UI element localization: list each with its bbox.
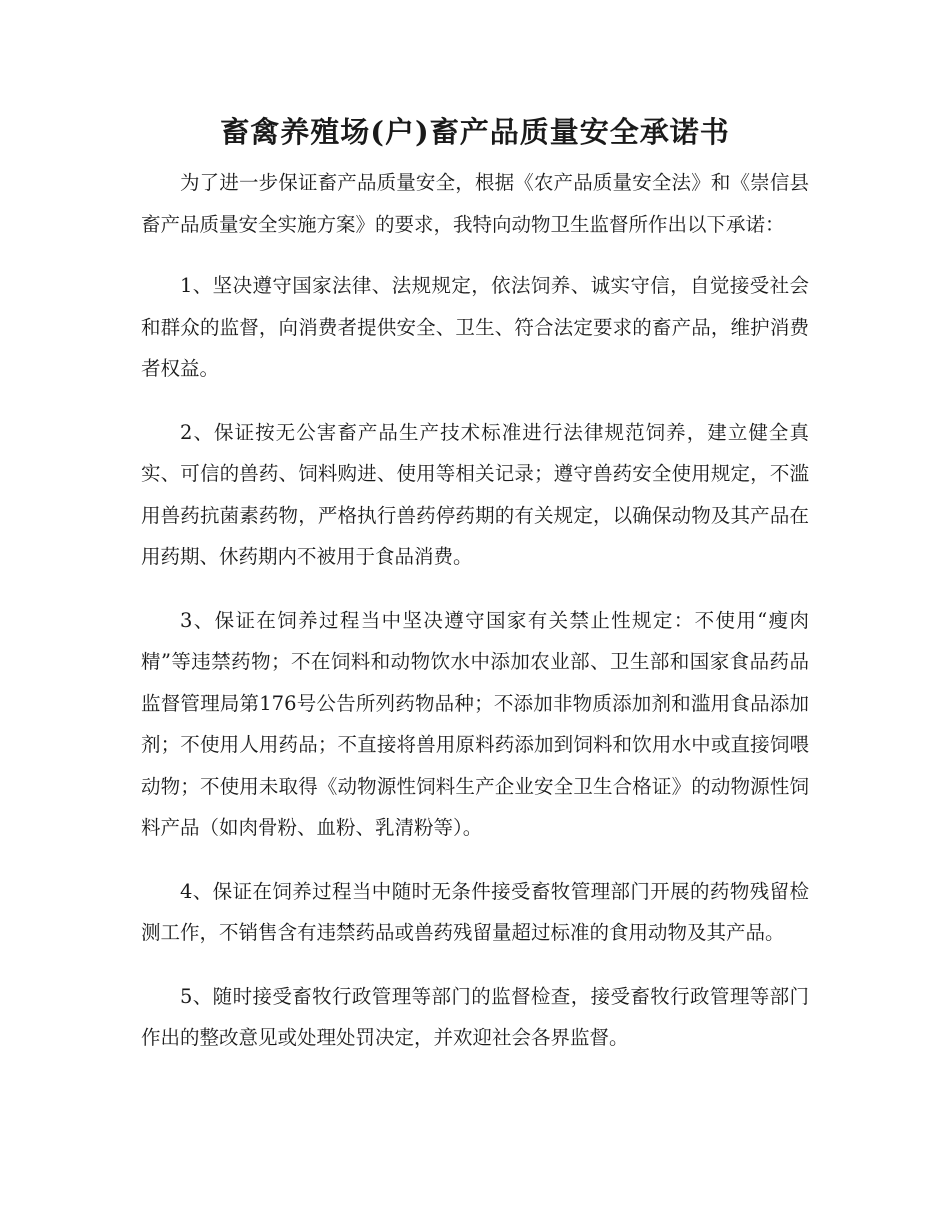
commitment-item-1: 1、坚决遵守国家法律、法规规定，依法饲养、诚实守信，自觉接受社会和群众的监督，向消费者提供安全、卫生、符合法定要求的畜产品，维护消费者权益。	[141, 274, 809, 380]
commitment-item-4: 4、保证在饲养过程当中随时无条件接受畜牧管理部门开展的药物残留检测工作，不销售含有违禁药品或兽药残留量超过标准的食用动物及其产品。	[141, 879, 809, 944]
commitment-item-3: 3、保证在饲养过程当中坚决遵守国家有关禁止性规定：不使用“瘦肉精”等违禁药物；不在饲料和动物饮水中添加农业部、卫生部和国家食品药品监督管理局第176号公告所列药物品种；不添加非物质添加剂和滥用食品添加剂；不使用人用药品；不直接将兽用原料药添加到饲料和饮用水中或直接饲喂动物；不使用未取得《动物源性饲料生产企业安全卫生合格证》的动物源性饲料产品（如肉骨粉、血粉、乳清粉等）。	[141, 608, 809, 839]
commitment-item-2: 2、保证按无公害畜产品生产技术标准进行法律规范饲养，建立健全真实、可信的兽药、饲料购进、使用等相关记录；遵守兽药安全使用规定，不滥用兽药抗菌素药物，严格执行兽药停药期的有关规定，以确保动物及其产品在用药期、休药期内不被用于食品消费。	[141, 420, 809, 568]
document-body	[141, 162, 809, 1059]
intro-paragraph: 为了进一步保证畜产品质量安全，根据《农产品质量安全法》和《崇信县畜产品质量安全实施方案》的要求，我特向动物卫生监督所作出以下承诺：	[141, 171, 809, 236]
commitment-item-5: 5、随时接受畜牧行政管理等部门的监督检查，接受畜牧行政管理等部门作出的整改意见或处理处罚决定，并欢迎社会各界监督。	[141, 984, 809, 1049]
document-title: 畜禽养殖场(户)畜产品质量安全承诺书	[220, 115, 730, 149]
